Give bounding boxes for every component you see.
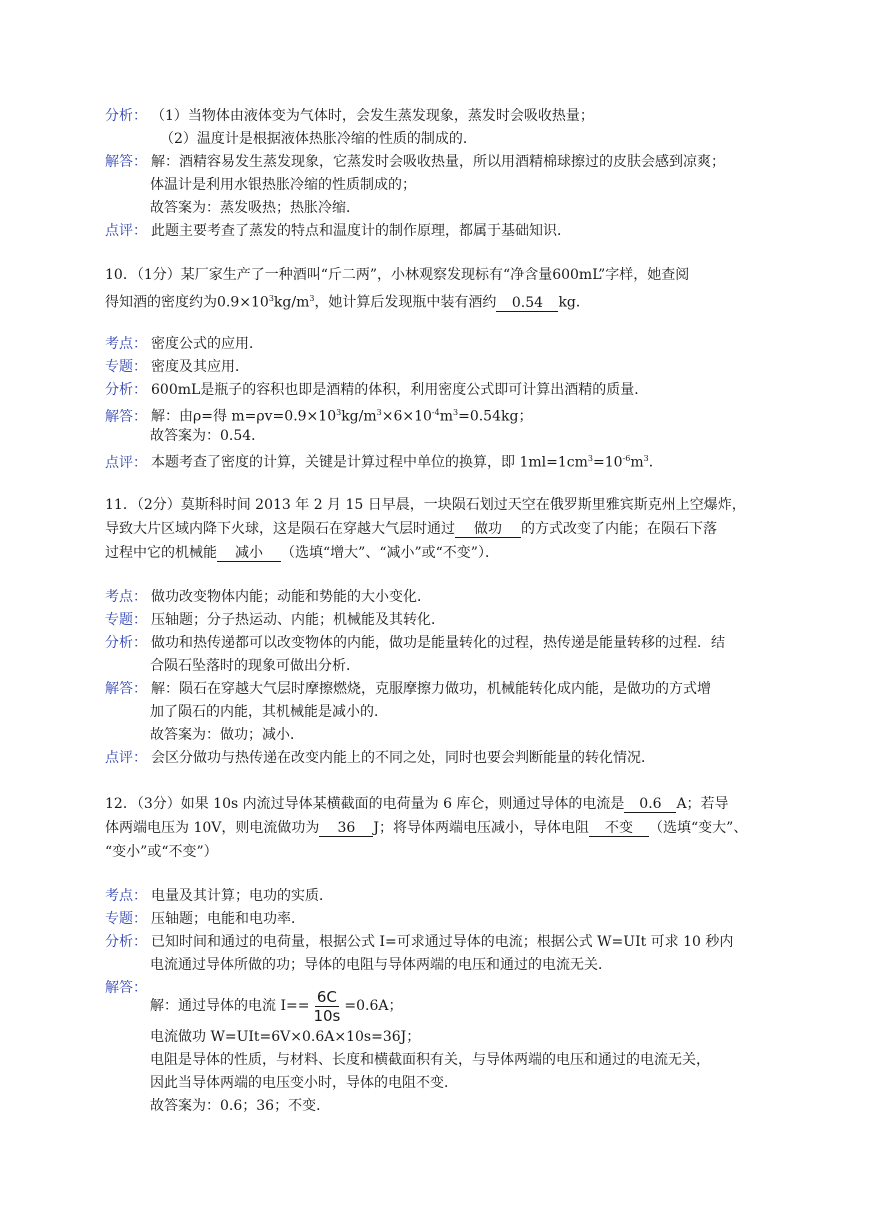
comment-label: 点评： xyxy=(105,223,147,239)
q9-answer-text-1: 解：酒精容易发生蒸发现象，它蒸发时会吸收热量，所以用酒精棉球擦过的皮肤会感到凉爽； xyxy=(151,154,725,170)
analysis-label: 分析： xyxy=(105,934,147,950)
q10-keypoint-line xyxy=(105,334,809,354)
q12-analysis-line-1 xyxy=(105,932,809,952)
q10-answer-sup2: 3 xyxy=(376,408,382,417)
q11-analysis-text-1: 做功和热传递都可以改变物体的内能，做功是能量转化的过程，热传递是能量转移的过程．结 xyxy=(151,635,725,651)
q12-answer-blank-3: 不变 xyxy=(589,820,649,837)
q10-stem-line-2 xyxy=(105,289,809,313)
topic-label: 专题： xyxy=(105,359,147,375)
answer-label: 解答： xyxy=(105,154,147,170)
q9-analysis-line-1 xyxy=(105,106,809,126)
q12-answer-line-1 xyxy=(150,986,809,1026)
q10-answer-1b: kg/m xyxy=(341,408,377,425)
q11-stem-line-3 xyxy=(105,543,809,563)
q10-keypoint-text: 密度公式的应用． xyxy=(151,336,263,352)
q11-answer-line-2: 加了陨石的内能，其机械能是减小的． xyxy=(150,704,388,720)
q11-topic-line xyxy=(105,610,809,630)
q12-stem-line-1 xyxy=(105,794,809,814)
answer-label: 解答： xyxy=(105,980,147,996)
keypoint-label: 考点： xyxy=(105,336,147,352)
q9-analysis-text-1: （1）当物体由液体变为气体时，会发生蒸发现象，蒸发时会吸收热量； xyxy=(151,108,594,124)
q12-answer-line-5: 故答案为：0.6；36；不变． xyxy=(150,1098,331,1114)
q10-analysis-text: 600mL是瓶子的容积也即是酒精的体积，利用密度公式即可计算出酒精的质量． xyxy=(151,382,649,398)
q10-answer-1c: ×6×10 xyxy=(381,408,432,425)
q11-stem-2a: 导致大片区域内降下火球，这是陨石在穿越大气层时通过 xyxy=(105,521,455,537)
q12-keypoint-line xyxy=(105,886,809,906)
comment-label: 点评： xyxy=(105,750,147,766)
q12-answer-line-2: 电流做功 W=UIt=6V×0.6A×10s=36J； xyxy=(150,1029,421,1045)
q10-answer-line-2: 故答案为：0.54． xyxy=(150,428,266,444)
q11-keypoint-line xyxy=(105,587,809,607)
q10-stem-2b: kg/m xyxy=(273,294,310,311)
q12-stem-line-3: “变小”或“不变”） xyxy=(105,844,218,860)
q12-keypoint-text: 电量及其计算；电功的实质． xyxy=(151,888,333,904)
q11-answer-text-1: 解：陨石在穿越大气层时摩擦燃烧，克服摩擦力做功，机械能转化成内能，是做功的方式增 xyxy=(151,681,711,697)
q12-stem-1a: 12．（3分）如果 10s 内流过导体某横截面的电荷量为 6 库仑，则通过导体的电流是 xyxy=(105,796,625,812)
q10-comment-line xyxy=(105,449,809,473)
q11-stem-3b: （选填“增大”、“减小”或“不变”）． xyxy=(281,545,499,561)
q12-answer-line-4: 因此当导体两端的电压变小时，导体的电阻不变． xyxy=(150,1075,458,1091)
q11-comment-text: 会区分做功与热传递在改变内能上的不同之处，同时也要会判断能量的转化情况． xyxy=(151,750,655,766)
q12-answer-blank-1: 0.6 xyxy=(624,796,676,813)
q10-comment-d: ． xyxy=(648,454,663,471)
q11-analysis-line-2: 合陨石坠落时的现象可做出分析． xyxy=(150,658,360,674)
fraction xyxy=(311,988,342,1025)
q9-comment-line xyxy=(105,221,809,241)
q10-answer-1a: 解：由ρ=得 m=ρv=0.9×10 xyxy=(151,408,337,425)
q11-answer-line-3: 故答案为：做功；减小． xyxy=(150,727,304,743)
q10-comment-sup1: 3 xyxy=(587,454,593,463)
q10-comment-c: m xyxy=(630,454,644,471)
q12-stem-2c: （选填“变大”、 xyxy=(649,820,748,836)
answer-label: 解答： xyxy=(105,408,147,425)
q10-stem-2c: ，她计算后发现瓶中装有酒约 xyxy=(314,294,497,311)
q11-stem-3a: 过程中它的机械能 xyxy=(105,545,217,561)
q10-answer-blank: 0.54 xyxy=(496,295,558,312)
topic-label: 专题： xyxy=(105,911,147,927)
q11-answer-line-1 xyxy=(105,679,809,699)
fraction-numerator: 6C xyxy=(316,987,337,1006)
q12-answer-line-3: 电阻是导体的性质，与材料、长度和横截面积有关，与导体两端的电压和通过的电流无关， xyxy=(150,1052,710,1068)
q11-keypoint-text: 做功改变物体内能；动能和势能的大小变化． xyxy=(151,589,431,605)
q9-answer-line-1 xyxy=(105,152,809,172)
q10-comment-sup3: 3 xyxy=(643,454,649,463)
q11-answer-blank-2: 减小 xyxy=(217,545,281,562)
q10-answer-1d: m xyxy=(439,408,453,425)
q11-comment-line xyxy=(105,748,809,768)
answer-label: 解答： xyxy=(105,681,147,697)
q9-analysis-line-2: （2）温度计是根据液体热胀冷缩的性质的制成的． xyxy=(160,131,477,147)
q10-comment-a: 本题考查了密度的计算，关键是计算过程中单位的换算，即 1ml=1cm xyxy=(151,454,588,471)
q10-answer-1e: =0.54kg； xyxy=(458,408,533,425)
q10-comment-sup2: -6 xyxy=(622,454,631,463)
q10-answer-sup4: 3 xyxy=(453,408,459,417)
q12-stem-line-2 xyxy=(105,818,809,838)
q11-stem-line-2 xyxy=(105,519,809,539)
q10-stem-sup1: 3 xyxy=(268,294,274,303)
q12-analysis-text-1: 已知时间和通过的电荷量，根据公式 I=可求通过导体的电流；根据公式 W=UIt 可求 10 秒内 xyxy=(151,934,734,950)
q12-topic-line xyxy=(105,909,809,929)
q9-answer-line-3: 故答案为：蒸发吸热；热胀冷缩． xyxy=(150,200,360,216)
analysis-label: 分析： xyxy=(105,382,147,398)
q10-answer-sup1: 3 xyxy=(336,408,342,417)
keypoint-label: 考点： xyxy=(105,888,147,904)
q10-stem-line-1: 10．（1分）某厂家生产了一种酒叫“斤二两”，小林观察发现标有“净含量600mL”字样，她查阅 xyxy=(105,267,690,283)
q10-stem-2d: kg． xyxy=(558,294,590,311)
q9-answer-line-2: 体温计是利用水银热胀冷缩的性质制成的； xyxy=(150,177,416,193)
q10-stem-sup2: 3 xyxy=(309,294,315,303)
q12-stem-1b: A；若导 xyxy=(676,796,729,812)
keypoint-label: 考点： xyxy=(105,589,147,605)
q12-analysis-line-2: 电流通过导体所做的功；导体的电阻与导体两端的电压和通过的电流无关． xyxy=(150,957,612,973)
q10-topic-text: 密度及其应用． xyxy=(151,359,249,375)
q10-comment-b: =10 xyxy=(592,454,623,471)
q12-stem-2a: 体两端电压为 10V，则电流做功为 xyxy=(105,820,320,836)
q12-answer-1b: =0.6A； xyxy=(344,998,403,1014)
q11-stem-line-1: 11．（2分）莫斯科时间 2013 年 2 月 15 日早晨，一块陨石划过天空在俄罗斯里雅宾斯克州上空爆炸， xyxy=(105,497,746,513)
q11-answer-blank-1: 做功 xyxy=(455,521,521,538)
q10-analysis-line xyxy=(105,380,809,400)
q11-topic-text: 压轴题；分子热运动、内能；机械能及其转化． xyxy=(151,612,445,628)
q12-answer-blank-2: 36 xyxy=(319,820,373,837)
comment-label: 点评： xyxy=(105,454,147,471)
fraction-denominator: 10s xyxy=(313,1006,341,1025)
q12-topic-text: 压轴题；电能和电功率． xyxy=(151,911,305,927)
q11-stem-2b: 的方式改变了内能；在陨石下落 xyxy=(521,521,717,537)
q11-analysis-line-1 xyxy=(105,633,809,653)
q12-answer-1a: 解：通过导体的电流 I== xyxy=(150,998,310,1014)
q10-answer-sup3: -4 xyxy=(431,408,440,417)
q10-answer-line-1 xyxy=(105,403,809,427)
analysis-label: 分析： xyxy=(105,108,147,124)
q9-comment-text: 此题主要考查了蒸发的特点和温度计的制作原理，都属于基础知识． xyxy=(151,223,571,239)
q12-stem-2b: J；将导体两端电压减小，导体电阻 xyxy=(373,820,589,836)
topic-label: 专题： xyxy=(105,612,147,628)
analysis-label: 分析： xyxy=(105,635,147,651)
q10-topic-line xyxy=(105,357,809,377)
q10-stem-2a: 得知酒的密度约为0.9×10 xyxy=(105,294,269,311)
